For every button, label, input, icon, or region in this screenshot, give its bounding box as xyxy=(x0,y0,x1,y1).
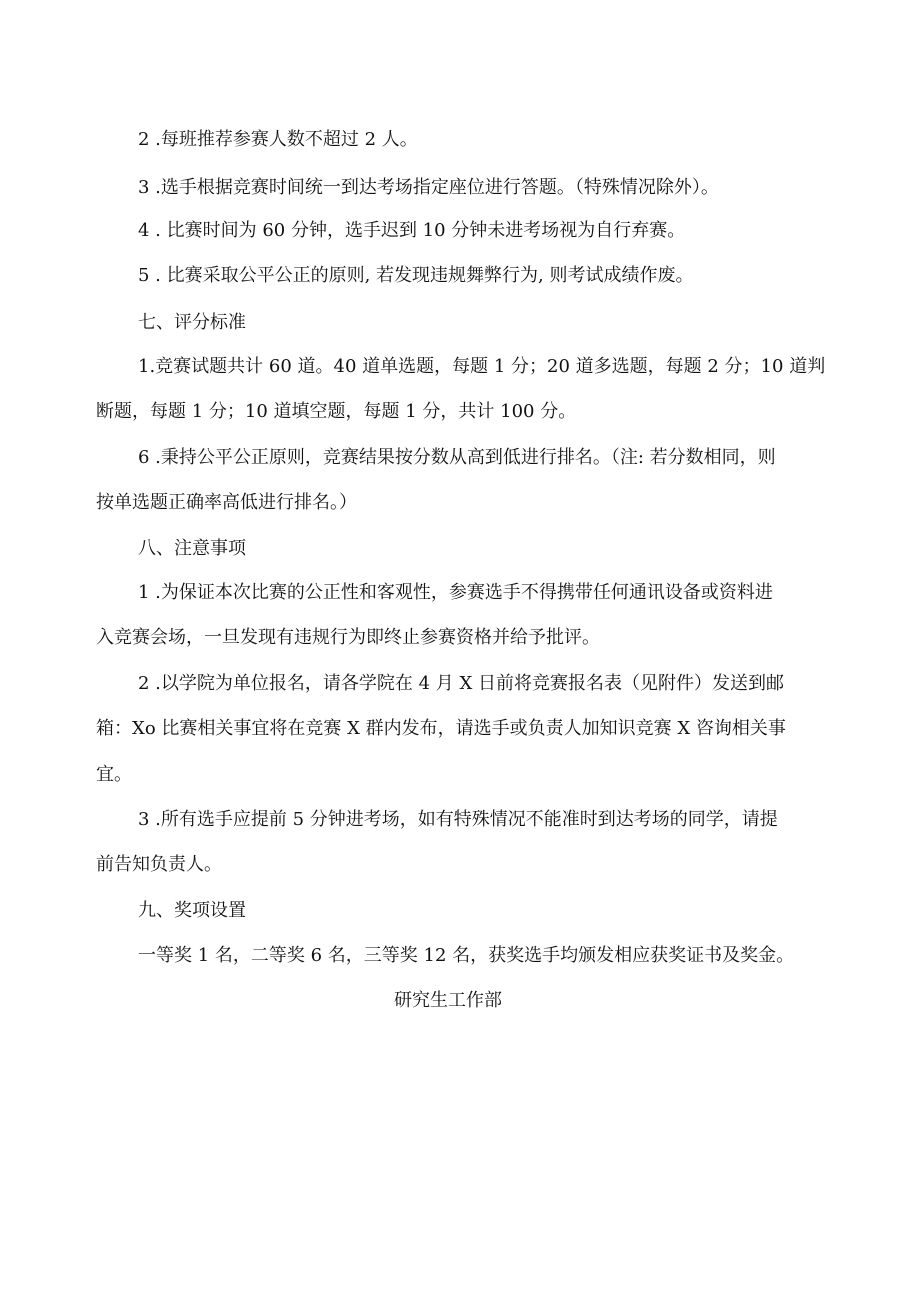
rule-item-2: 2 .每班推荐参赛人数不超过 2 人。 xyxy=(138,129,418,150)
notes-item-2-line-3: 宜。 xyxy=(96,764,132,785)
scoring-item-6-line-2: 按单选题正确率高低进行排名。） xyxy=(96,492,357,513)
section-heading-awards: 九、奖项设置 xyxy=(138,900,246,921)
rule-item-3: 3 .选手根据竞赛时间统一到达考场指定座位进行答题。（特殊情况除外）。 xyxy=(138,177,719,198)
section-heading-scoring: 七、评分标准 xyxy=(138,312,246,333)
notes-item-2-line-1: 2 .以学院为单位报名，请各学院在 4 月 X 日前将竞赛报名表（见附件）发送到邮 xyxy=(138,673,785,694)
rule-item-5: 5 . 比赛采取公平公正的原则, 若发现违规舞弊行为, 则考试成绩作废。 xyxy=(138,265,694,286)
scoring-item-1-line-2: 断题，每题 1 分；10 道填空题，每题 1 分，共计 100 分。 xyxy=(96,401,577,422)
notes-item-3-line-1: 3 .所有选手应提前 5 分钟进考场，如有特殊情况不能准时到达考场的同学，请提 xyxy=(138,809,778,830)
section-heading-notes: 八、注意事项 xyxy=(138,538,246,559)
notes-item-1-line-1: 1 .为保证本次比赛的公正性和客观性，参赛选手不得携带任何通讯设备或资料进 xyxy=(138,582,773,603)
scoring-item-1-line-1: 1.竞赛试题共计 60 道。40 道单选题，每题 1 分；20 道多选题，每题 2 分；10 道判 xyxy=(138,356,826,377)
notes-item-2-line-2: 箱：Xo 比赛相关事宜将在竞赛 X 群内发布，请选手或负责人加知识竞赛 X 咨询相关事 xyxy=(96,718,786,739)
scoring-item-6-line-1: 6 .秉持公平公正原则，竞赛结果按分数从高到低进行排名。（注: 若分数相同，则 xyxy=(138,447,776,468)
notes-item-1-line-2: 入竞赛会场，一旦发现有违规行为即终止参赛资格并给予批评。 xyxy=(96,627,600,648)
signature: 研究生工作部 xyxy=(394,990,502,1011)
awards-text: 一等奖 1 名，二等奖 6 名，三等奖 12 名，获奖选手均颁发相应获奖证书及奖金。 xyxy=(138,945,795,966)
rule-item-4: 4 . 比赛时间为 60 分钟，选手迟到 10 分钟未进考场视为自行弃赛。 xyxy=(138,220,686,241)
notes-item-3-line-2: 前告知负责人。 xyxy=(96,854,222,875)
